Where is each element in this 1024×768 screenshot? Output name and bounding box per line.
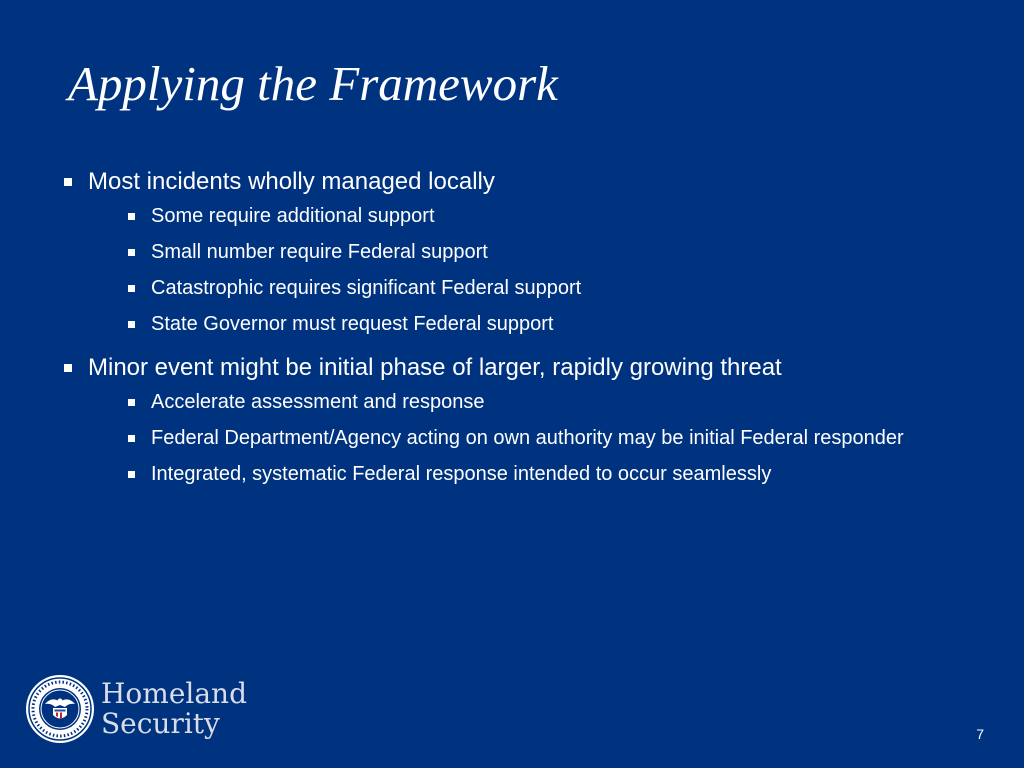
sub-bullet-item [128, 460, 911, 488]
logo-line-homeland: Homeland [101, 677, 248, 710]
bullet-text: Minor event might be initial phase of larger, rapidly growing threat [88, 354, 782, 381]
sub-bullet-item [128, 238, 911, 266]
sub-bullet-list [88, 202, 964, 338]
sub-bullet-item [128, 274, 911, 302]
sub-bullet-item [128, 310, 911, 338]
square-bullet-icon [128, 249, 135, 256]
dhs-seal-icon [25, 674, 95, 744]
sub-bullet-text: Small number require Federal support [151, 241, 488, 263]
sub-bullet-list [88, 388, 964, 488]
bullet-item [64, 352, 964, 488]
slide-title: Applying the Framework [68, 56, 558, 111]
sub-bullet-text: Accelerate assessment and response [151, 391, 485, 413]
sub-bullet-text: Some require additional support [151, 205, 435, 227]
square-bullet-icon [128, 321, 135, 328]
sub-bullet-item [128, 424, 911, 452]
slide-content [64, 166, 964, 496]
page-number: 7 [976, 726, 984, 742]
sub-bullet-item [128, 388, 911, 416]
square-bullet-icon [128, 285, 135, 292]
logo-line-security: Security [101, 707, 220, 740]
sub-bullet-text: Integrated, systematic Federal response intended to occur seamlessly [151, 463, 772, 485]
dhs-logo [25, 674, 247, 744]
square-bullet-icon [64, 364, 72, 372]
square-bullet-icon [128, 435, 135, 442]
square-bullet-icon [128, 471, 135, 478]
square-bullet-icon [128, 213, 135, 220]
bullet-item [64, 166, 964, 338]
bullet-text: Most incidents wholly managed locally [88, 168, 495, 195]
sub-bullet-text: State Governor must request Federal support [151, 313, 554, 335]
sub-bullet-item [128, 202, 911, 230]
logo-wordmark [101, 679, 247, 739]
sub-bullet-text: Federal Department/Agency acting on own authority may be initial Federal responder [151, 427, 904, 449]
square-bullet-icon [128, 399, 135, 406]
square-bullet-icon [64, 178, 72, 186]
sub-bullet-text: Catastrophic requires significant Federal support [151, 277, 582, 299]
